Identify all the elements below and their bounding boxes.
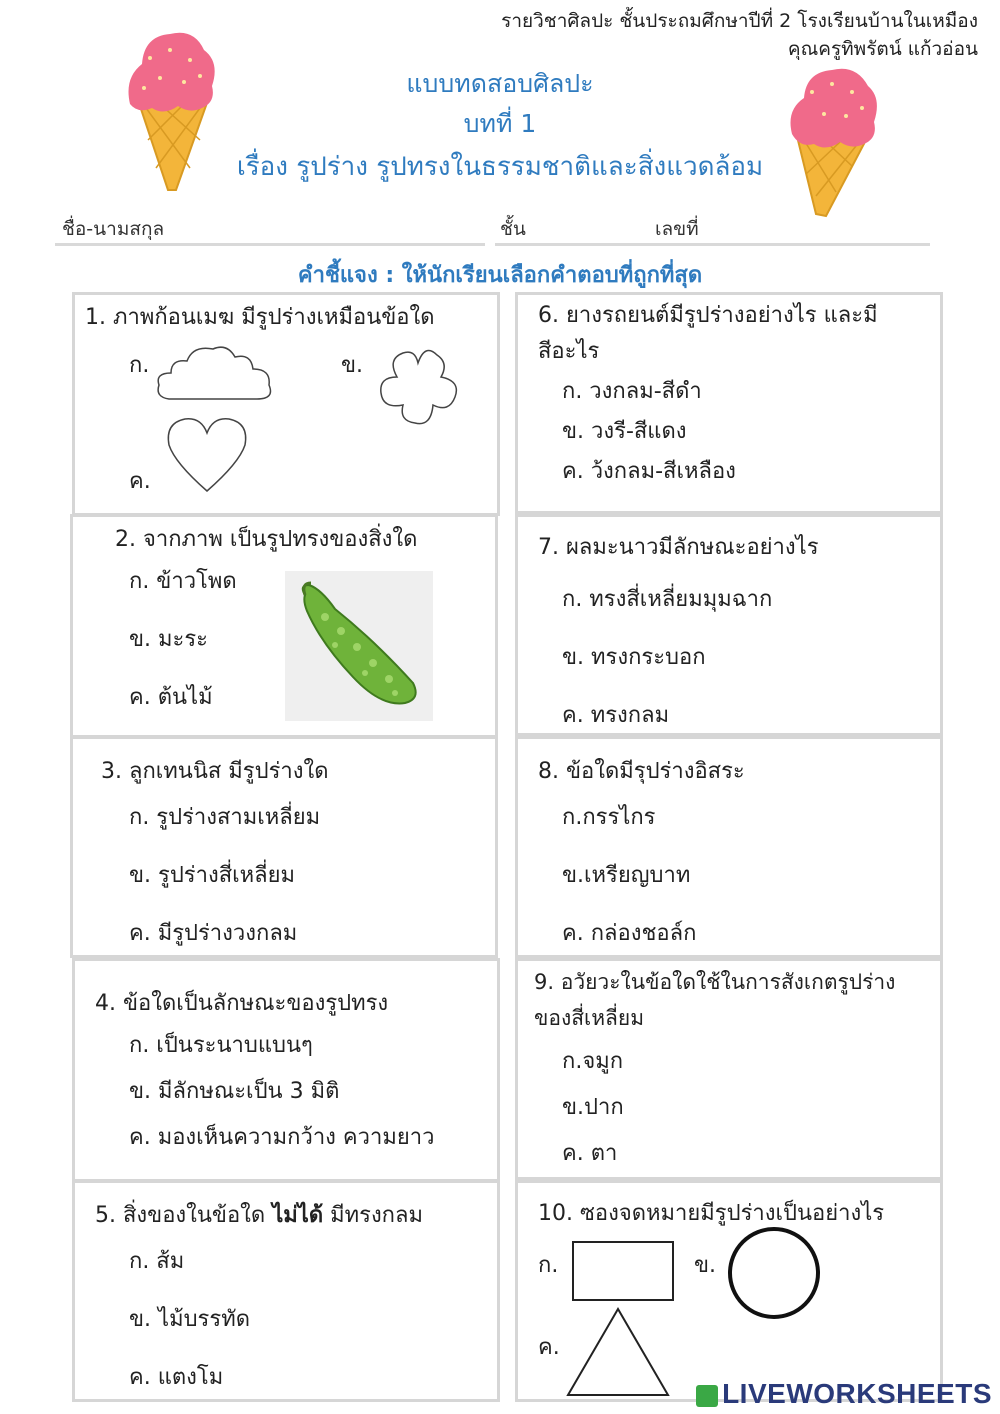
question-text: 1. ภาพก้อนเมฆ มีรูปร่างเหมือนข้อใด bbox=[85, 305, 435, 330]
question-7 bbox=[515, 514, 943, 736]
option-a[interactable]: ก. ข้าวโพด bbox=[129, 569, 237, 594]
option-b[interactable]: ข.ปาก bbox=[562, 1095, 624, 1120]
circle-shape-icon bbox=[726, 1225, 822, 1321]
question-5 bbox=[72, 1180, 500, 1402]
option-c[interactable]: ค. แตงโม bbox=[129, 1365, 224, 1390]
option-a[interactable]: ก. ทรงสี่เหลี่ยมมุมฉาก bbox=[562, 587, 773, 612]
triangle-shape-icon bbox=[566, 1307, 670, 1399]
question-text: 9. อวัยวะในข้อใดใช้ในการสังเกตรูปร่าง bbox=[534, 970, 896, 994]
question-text: 8. ข้อใดมีรุปร่างอิสระ bbox=[538, 759, 745, 784]
option-b[interactable]: ข. มะระ bbox=[129, 627, 208, 652]
option-b[interactable]: ข. bbox=[341, 353, 364, 378]
option-a[interactable]: ก. วงกลม-สีดำ bbox=[562, 379, 702, 404]
page-title: แบบทดสอบศิลปะ bbox=[406, 69, 594, 98]
class-label: ชั้น bbox=[500, 218, 526, 240]
question-text: 6. ยางรถยนต์มีรูปร่างอย่างไร และมี bbox=[538, 303, 878, 328]
instruction: คำชี้แจง : ให้นักเรียนเลือกคำตอบที่ถูกที่สุด bbox=[297, 263, 703, 288]
option-b[interactable]: ข. รูปร่างสี่เหลี่ยม bbox=[129, 863, 296, 888]
subject-title: เรื่อง รูปร่าง รูปทรงในธรรมชาติและสิ่งแวดล้อม bbox=[236, 152, 764, 182]
option-c[interactable]: ค. ว้งกลม-สีเหลือง bbox=[562, 459, 736, 484]
option-a[interactable]: ก.กรรไกร bbox=[562, 805, 656, 830]
header-teacher-line: คุณครูทิพรัตน์ แก้วอ่อน bbox=[787, 38, 978, 60]
option-b[interactable]: ข.เหรียญบาท bbox=[562, 863, 691, 888]
option-b[interactable]: ข. วงรี-สีแดง bbox=[562, 419, 687, 444]
option-a[interactable]: ก. รูปร่างสามเหลี่ยม bbox=[129, 805, 321, 830]
option-b[interactable]: ข. ไม้บรรทัด bbox=[129, 1307, 250, 1332]
question-4 bbox=[72, 958, 500, 1182]
option-b[interactable]: ข. ทรงกระบอก bbox=[562, 645, 706, 670]
bitter-gourd-icon bbox=[295, 581, 423, 711]
liveworksheets-logo-icon bbox=[696, 1385, 718, 1407]
question-text: 3. ลูกเทนนิส มีรูปร่างใด bbox=[101, 759, 329, 784]
question-6 bbox=[515, 292, 943, 514]
rectangle-shape-icon bbox=[572, 1241, 674, 1303]
option-c[interactable]: ค. กล่องชอล์ก bbox=[562, 921, 697, 946]
question-text-line2: สีอะไร bbox=[538, 339, 600, 364]
option-a[interactable]: ก. เป็นระนาบแบนๆ bbox=[129, 1033, 313, 1058]
question-9 bbox=[515, 958, 943, 1180]
question-8 bbox=[515, 736, 943, 958]
name-label: ชื่อ-นามสกุล bbox=[62, 218, 165, 240]
option-a[interactable]: ก. bbox=[129, 353, 150, 378]
chapter-title: บทที่ 1 bbox=[463, 109, 537, 138]
bitter-gourd-image bbox=[285, 571, 433, 721]
option-c[interactable]: ค. มีรูปร่างวงกลม bbox=[129, 921, 298, 946]
emphasis-not: ไม่ได้ bbox=[272, 1203, 324, 1228]
cloud-icon bbox=[155, 343, 275, 407]
option-a[interactable]: ก. ส้ม bbox=[129, 1249, 185, 1274]
question-text: 10. ซองจดหมายมีรูปร่างเป็นอย่างไร bbox=[538, 1201, 885, 1226]
question-3 bbox=[70, 736, 498, 958]
option-c[interactable]: ค. bbox=[129, 469, 151, 494]
header-school-line: รายวิชาศิลปะ ชั้นประถมศึกษาปีที่ 2 โรงเรียนบ้านในเหมือง bbox=[501, 10, 978, 32]
question-text: 4. ข้อใดเป็นลักษณะของรูปทรง bbox=[95, 991, 389, 1016]
class-number-field[interactable] bbox=[495, 243, 930, 246]
question-text: 2. จากภาพ เป็นรูปทรงของสิ่งใด bbox=[115, 527, 418, 552]
option-c[interactable]: ค. ต้นไม้ bbox=[129, 685, 213, 710]
option-a[interactable]: ก. bbox=[538, 1253, 559, 1278]
option-a[interactable]: ก.จมูก bbox=[562, 1049, 624, 1074]
option-c[interactable]: ค. มองเห็นความกว้าง ความยาว bbox=[129, 1125, 435, 1150]
option-b[interactable]: ข. มีลักษณะเป็น 3 มิติ bbox=[129, 1079, 340, 1104]
option-b[interactable]: ข. bbox=[694, 1253, 717, 1278]
number-label: เลขที่ bbox=[655, 218, 699, 240]
liveworksheets-watermark: LIVEWORKSHEETS bbox=[696, 1378, 992, 1410]
question-10 bbox=[515, 1180, 943, 1402]
heart-icon bbox=[165, 415, 249, 493]
question-text-line2: ของสี่เหลี่ยม bbox=[534, 1006, 645, 1030]
option-c[interactable]: ค. bbox=[538, 1335, 560, 1360]
flower-icon bbox=[375, 343, 461, 429]
question-text: 5. สิ่งของในข้อใด ไม่ได้ มีทรงกลม bbox=[95, 1203, 423, 1228]
question-2 bbox=[70, 514, 498, 738]
option-c[interactable]: ค. ทรงกลม bbox=[562, 703, 670, 728]
name-field[interactable] bbox=[55, 243, 485, 246]
question-text: 7. ผลมะนาวมีลักษณะอย่างไร bbox=[538, 535, 819, 560]
option-c[interactable]: ค. ตา bbox=[562, 1141, 618, 1166]
question-1 bbox=[72, 292, 500, 516]
